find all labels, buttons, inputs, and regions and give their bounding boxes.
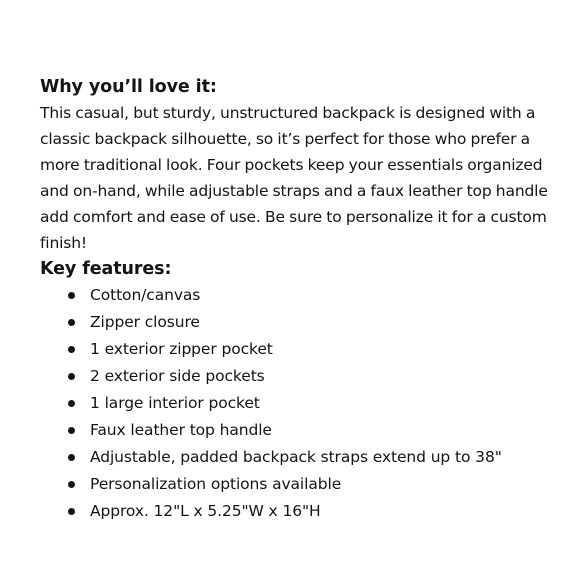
bullet-icon (68, 373, 75, 380)
feature-text: 1 large interior pocket (90, 394, 260, 412)
bullet-icon (68, 319, 75, 326)
feature-text: Zipper closure (90, 313, 200, 331)
feature-item (40, 417, 560, 444)
feature-text: 2 exterior side pockets (90, 367, 265, 385)
feature-item (40, 498, 560, 525)
feature-item (40, 390, 560, 417)
feature-item (40, 444, 560, 471)
feature-text: Approx. 12"L x 5.25"W x 16"H (90, 502, 321, 520)
bullet-icon (68, 454, 75, 461)
feature-item (40, 363, 560, 390)
bullet-icon (68, 427, 75, 434)
bullet-icon (68, 508, 75, 515)
why-love-heading: Why you’ll love it: (40, 77, 217, 97)
feature-text: Faux leather top handle (90, 421, 272, 439)
key-features-heading: Key features: (40, 259, 172, 279)
feature-text: Personalization options available (90, 475, 342, 493)
bullet-icon (68, 292, 75, 299)
feature-text: Cotton/canvas (90, 286, 201, 304)
feature-item (40, 336, 560, 363)
feature-text: Adjustable, padded backpack straps extend up to 38" (90, 448, 502, 466)
product-description (40, 74, 560, 525)
feature-item (40, 282, 560, 309)
why-love-paragraph: This casual, but sturdy, unstructured backpack is designed with a classic backpack silhouette, so it’s perfect for those who prefer a more traditional look. Four pockets keep your essentials organized and on-hand, while adjustable straps and a faux leather top handle add comfort and ease of use. Be sure to personalize it for a custom finish! (40, 104, 548, 252)
bullet-icon (68, 481, 75, 488)
feature-text: 1 exterior zipper pocket (90, 340, 273, 358)
key-features-list (40, 282, 560, 525)
bullet-icon (68, 400, 75, 407)
bullet-icon (68, 346, 75, 353)
feature-item (40, 309, 560, 336)
feature-item (40, 471, 560, 498)
